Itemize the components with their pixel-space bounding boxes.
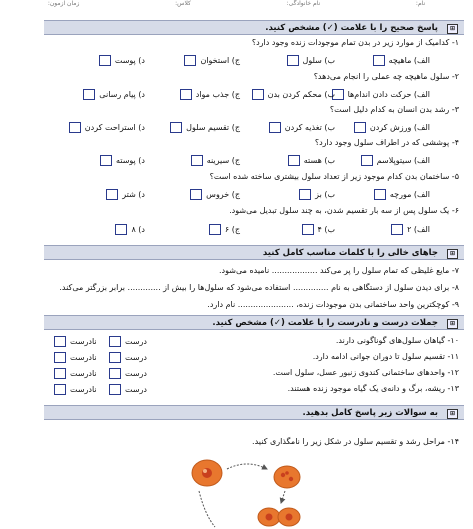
section1-header <box>44 20 464 35</box>
true-option[interactable] <box>109 383 147 395</box>
option-label: ب) تغذیه کردن <box>284 122 335 132</box>
option-b[interactable] <box>287 54 336 66</box>
checkbox[interactable] <box>184 55 196 66</box>
checkbox[interactable] <box>361 155 373 166</box>
checkbox[interactable] <box>83 89 95 100</box>
section4-header <box>44 405 464 420</box>
section-marker-icon: ⊞ <box>447 409 458 419</box>
true-false-row <box>44 383 459 395</box>
option-label: ب) هسته <box>303 155 335 165</box>
checkbox[interactable] <box>100 155 112 166</box>
option-d[interactable] <box>69 121 145 133</box>
false-option[interactable] <box>54 367 97 379</box>
option-b[interactable] <box>302 223 336 235</box>
arrow-icon <box>227 464 267 469</box>
section2-header <box>44 245 464 260</box>
tf-statement: ۱۰- گیاهان سلول‌های گوناگونی دارند. <box>335 336 459 345</box>
top-strip-item: کلاس: <box>175 0 191 7</box>
section3-header <box>44 315 464 330</box>
false-option[interactable] <box>54 335 97 347</box>
option-c[interactable] <box>209 223 240 235</box>
option-label: الف) سیتوپلاسم <box>376 155 430 165</box>
option-label: الف) ورزش کردن <box>369 122 430 132</box>
question-3-options <box>60 121 430 133</box>
checkbox[interactable] <box>54 352 66 363</box>
option-label: الف) حرکت دادن اندام‌ها <box>347 89 430 99</box>
option-label: د) شتر <box>122 189 145 199</box>
tf-statement: ۱۲- واحدهای ساختمانی کندوی زنبور عسل، سلول است. <box>272 368 459 377</box>
cell-stage-3 <box>258 508 300 526</box>
false-option[interactable] <box>54 351 97 363</box>
question-1-options <box>60 54 430 66</box>
option-label: ج) جذب مواد <box>195 89 240 99</box>
checkbox[interactable] <box>54 384 66 395</box>
checkbox[interactable] <box>109 384 121 395</box>
option-label: ج) استخوان <box>200 55 240 65</box>
question-2: ۲- سلول ماهیچه چه عملی را انجام می‌دهد؟ <box>313 72 459 81</box>
option-a[interactable] <box>354 121 430 133</box>
option-d[interactable] <box>83 88 145 100</box>
top-strip-item: نام: <box>415 0 426 7</box>
option-d[interactable] <box>106 188 145 200</box>
true-option[interactable] <box>109 367 147 379</box>
question-4: ۴- پوششی که در اطراف سلول وجود دارد؟ <box>314 138 459 147</box>
arrow-icon <box>281 491 285 503</box>
option-d[interactable] <box>99 54 145 66</box>
section-marker-icon: ⊞ <box>447 319 458 329</box>
question-5-options <box>60 188 430 200</box>
question-1: ۱- کدامیک از موارد زیر در بدن تمام موجودات زنده وجود دارد؟ <box>251 38 459 47</box>
arrow-icon <box>199 491 215 527</box>
question-6: ۶- یک سلول پس از سه بار تقسیم شدن، به چند سلول تبدیل می‌شود. <box>229 206 459 215</box>
option-label: د) ۸ <box>131 224 145 234</box>
true-label: درست <box>125 384 147 394</box>
fill-blank-8: ۸- برای دیدن سلول از دستگاهی به نام .............. استفاده می‌شود که سلول‌ها را بیش از ............. برابر بزرگتر می‌کند. <box>59 283 459 292</box>
section-marker-icon: ⊞ <box>447 24 458 34</box>
question-6-options <box>60 223 430 235</box>
false-option[interactable] <box>54 383 97 395</box>
option-b[interactable] <box>299 188 335 200</box>
option-label: ج) تقسیم سلول <box>186 122 240 132</box>
option-c[interactable] <box>190 188 240 200</box>
option-label: ب) محکم کردن بدن <box>267 89 335 99</box>
section1-title: پاسخ صحیح را با علامت (✓) مشخص کنید. <box>265 23 438 33</box>
option-d[interactable] <box>100 154 145 166</box>
option-c[interactable] <box>170 121 240 133</box>
checkbox[interactable] <box>109 352 121 363</box>
fill-blank-7: ۷- مایع غلیظی که تمام سلول را پر می‌کند .................. نامیده می‌شود. <box>219 266 459 275</box>
question-3: ۳- رشد بدن انسان به کدام دلیل است؟ <box>329 105 459 114</box>
checkbox[interactable] <box>302 224 314 235</box>
true-option[interactable] <box>109 335 147 347</box>
checkbox[interactable] <box>374 189 386 200</box>
checkbox[interactable] <box>54 368 66 379</box>
checkbox[interactable] <box>99 55 111 66</box>
checkbox[interactable] <box>106 189 118 200</box>
option-label: د) پیام رسانی <box>99 89 145 99</box>
option-a[interactable] <box>361 154 430 166</box>
false-label: نادرست <box>70 368 97 378</box>
option-a[interactable] <box>391 223 430 235</box>
question-4-options <box>60 154 430 166</box>
option-label: ج) سیرینه <box>206 155 240 165</box>
option-label: ب) ۴ <box>317 224 335 234</box>
false-label: نادرست <box>70 384 97 394</box>
checkbox[interactable] <box>190 189 202 200</box>
checkbox[interactable] <box>191 155 203 166</box>
section2-title: جاهای خالی را با کلمات مناسب کامل کنید <box>262 248 438 258</box>
checkbox[interactable] <box>299 189 311 200</box>
checkbox[interactable] <box>373 55 385 66</box>
option-label: الف) مورچه <box>389 189 430 199</box>
option-c[interactable] <box>184 54 240 66</box>
checkbox[interactable] <box>69 122 81 133</box>
option-b[interactable] <box>252 88 335 100</box>
option-label: د) پوسته <box>116 155 145 165</box>
checkbox[interactable] <box>391 224 403 235</box>
option-label: ج) ۶ <box>224 224 240 234</box>
true-label: درست <box>125 352 147 362</box>
option-a[interactable] <box>374 188 430 200</box>
option-d[interactable] <box>115 223 145 235</box>
checkbox[interactable] <box>252 89 264 100</box>
option-label: ب) سلول <box>302 55 335 65</box>
fill-blank-9: ۹- کوچکترین واحد ساختمانی بدن موجودات زنده، ...................... نام دارد. <box>207 300 459 309</box>
checkbox[interactable] <box>180 89 192 100</box>
option-label: الف) ماهیچه <box>388 55 430 65</box>
true-option[interactable] <box>109 351 147 363</box>
false-label: نادرست <box>70 336 97 346</box>
question-5: ۵- ساختمان بدن کدام موجود زیر از تعداد سلول بیشتری ساخته شده است؟ <box>209 172 459 181</box>
option-c[interactable] <box>191 154 240 166</box>
checkbox[interactable] <box>109 368 121 379</box>
checkbox[interactable] <box>209 224 221 235</box>
checkbox[interactable] <box>354 122 366 133</box>
checkbox[interactable] <box>54 336 66 347</box>
checkbox[interactable] <box>287 55 299 66</box>
option-c[interactable] <box>180 88 240 100</box>
section3-title: جملات درست و نادرست را با علامت (✓) مشخص کنید. <box>212 318 438 328</box>
tf-statement: ۱۳- ریشه، برگ و دانه‌ی یک گیاه موجود زنده هستند. <box>287 384 459 393</box>
option-label: د) استراحت کردن <box>84 122 145 132</box>
top-strip <box>0 0 473 8</box>
top-strip-item: زمان آزمون: <box>47 0 80 7</box>
option-label: الف) ۲ <box>407 224 430 234</box>
section-marker-icon: ⊞ <box>447 249 458 259</box>
checkbox[interactable] <box>269 122 281 133</box>
true-false-row <box>44 335 459 347</box>
cell-stage-1 <box>192 460 222 486</box>
true-false-row <box>44 351 459 363</box>
option-a[interactable] <box>332 88 430 100</box>
option-label: ب) بز <box>315 189 335 199</box>
checkbox[interactable] <box>115 224 127 235</box>
true-false-row <box>44 367 459 379</box>
question-2-options <box>60 88 430 100</box>
top-strip-item: نام خانوادگی: <box>286 0 321 7</box>
option-b[interactable] <box>288 154 335 166</box>
option-label: د) پوست <box>114 55 145 65</box>
section4-title: به سوالات زیر پاسخ کامل بدهید. <box>302 408 438 418</box>
tf-statement: ۱۱- تقسیم سلول تا دوران جوانی ادامه دارد. <box>312 352 459 361</box>
checkbox[interactable] <box>288 155 300 166</box>
question-14: ۱۴- مراحل رشد و تقسیم سلول در شکل زیر را نامگذاری کنید. <box>252 437 459 446</box>
true-label: درست <box>125 336 147 346</box>
true-label: درست <box>125 368 147 378</box>
checkbox[interactable] <box>170 122 182 133</box>
cell-division-diagram <box>185 455 315 529</box>
checkbox[interactable] <box>109 336 121 347</box>
option-b[interactable] <box>269 121 335 133</box>
false-label: نادرست <box>70 352 97 362</box>
option-label: ج) خروس <box>206 189 240 199</box>
cell-stage-2 <box>274 466 300 488</box>
option-a[interactable] <box>373 54 430 66</box>
